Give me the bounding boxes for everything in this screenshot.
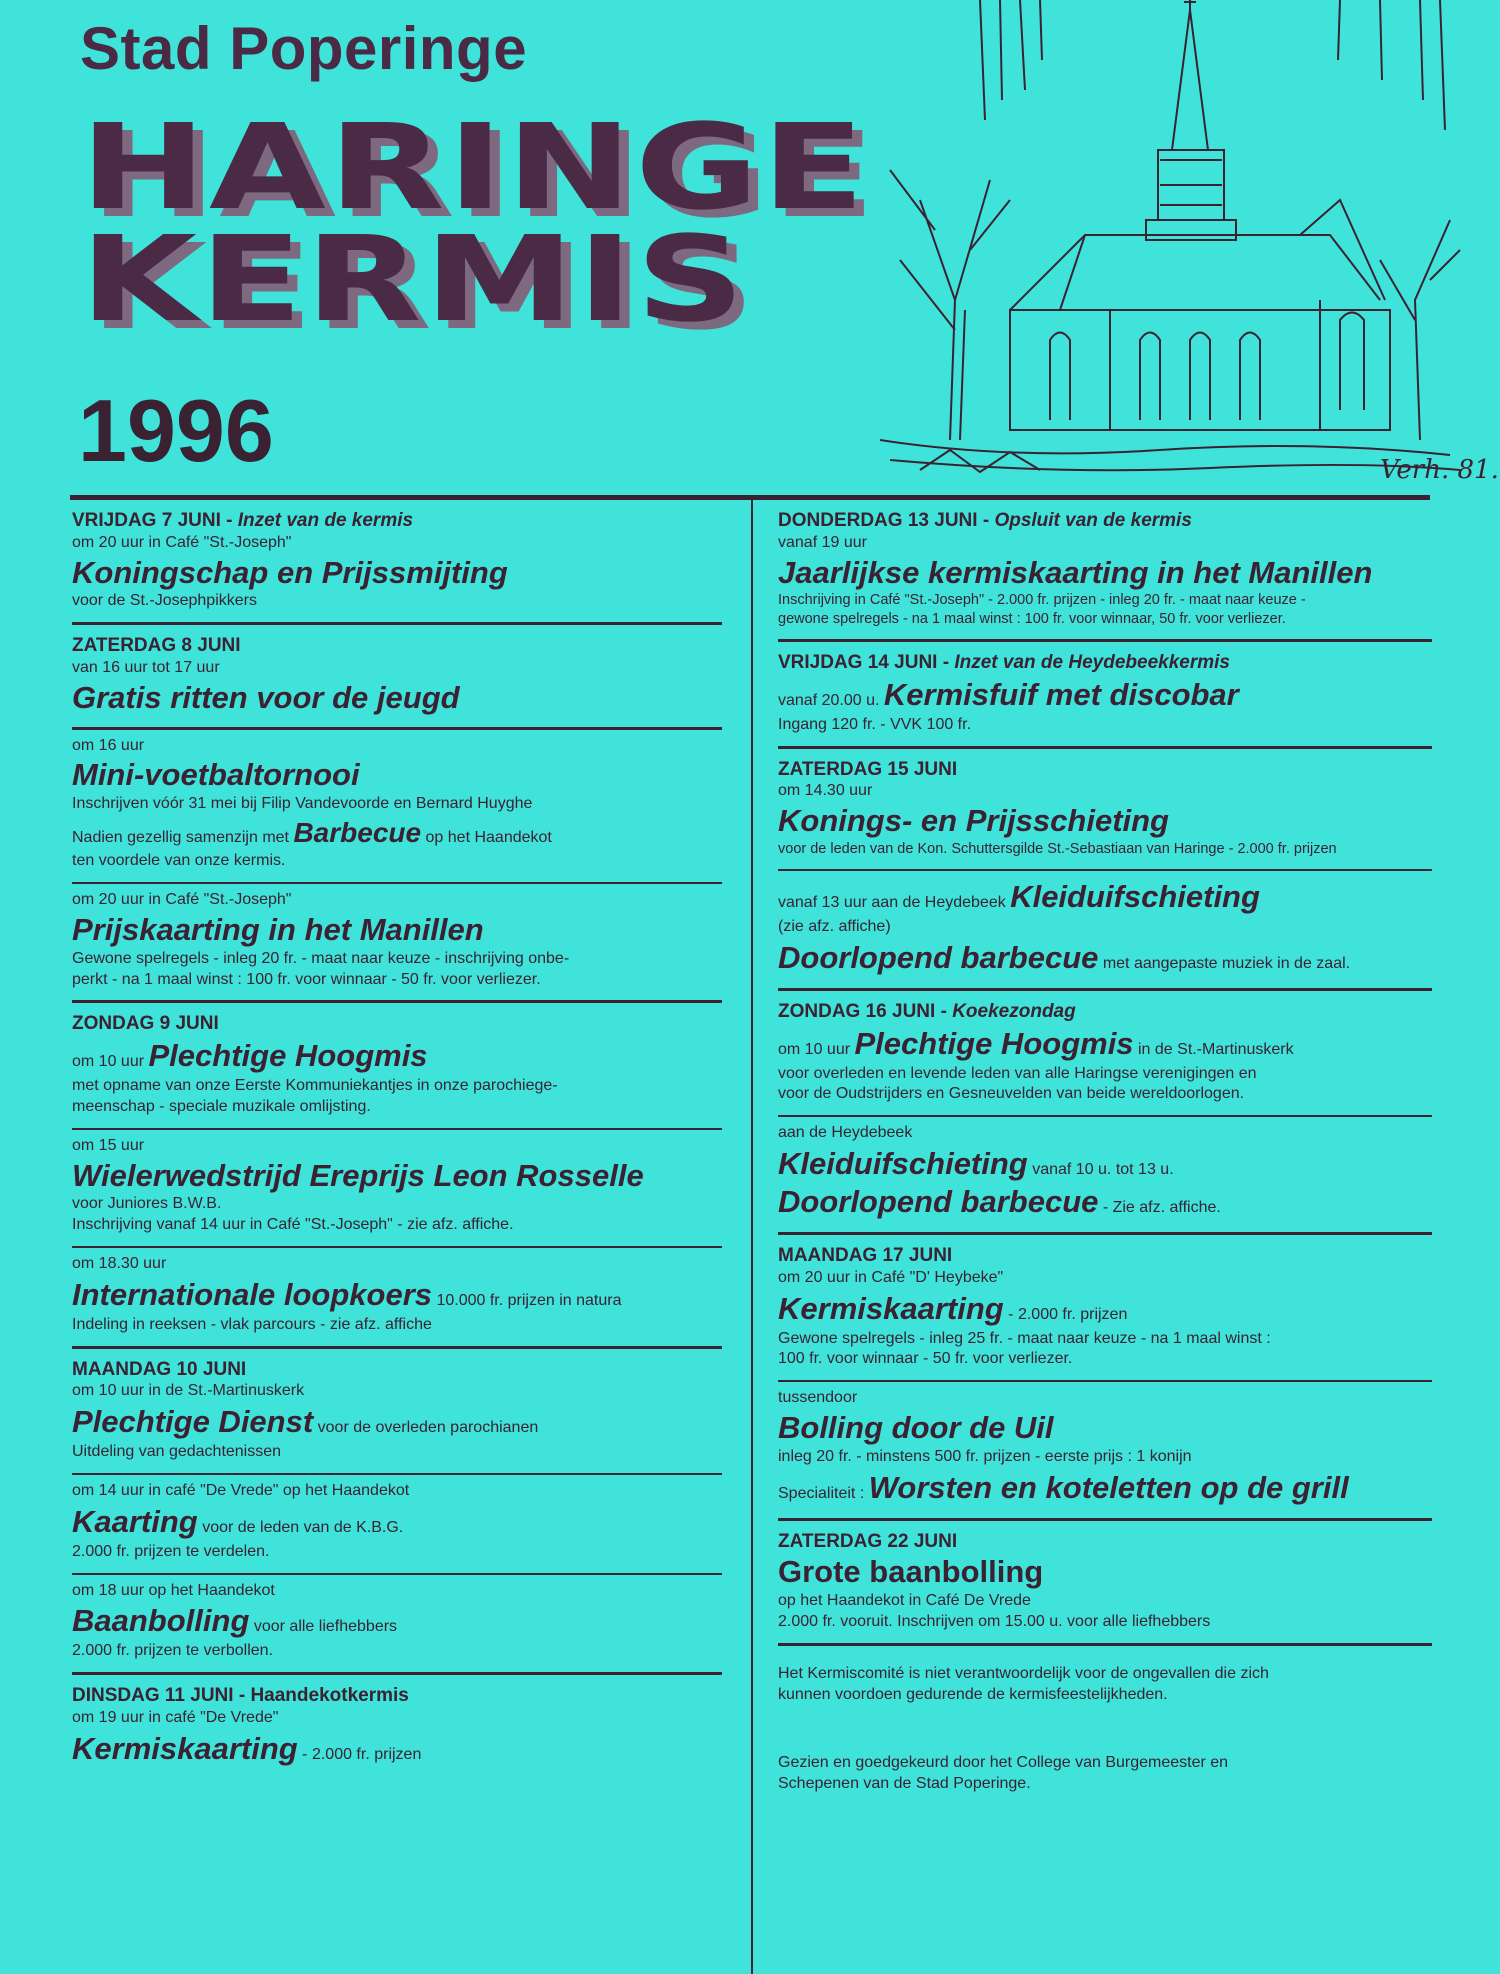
event-block <box>778 1235 1432 1382</box>
event-block <box>778 500 1432 642</box>
event-time: tussendoor <box>778 1389 858 1407</box>
disclaimer-text: kunnen voordoen gedurende de kermisfeestelijkheden. <box>778 1685 1168 1703</box>
event-time: om 10 uur <box>72 1053 145 1071</box>
day-label: DONDERDAG 13 JUNI <box>778 510 978 531</box>
event-block <box>72 1130 722 1248</box>
event-detail: meenschap - speciale muzikale omlijsting. <box>72 1098 371 1115</box>
day-subtitle: Haandekotkermis <box>250 1685 409 1707</box>
event-title: Internationale loopkoers <box>72 1276 433 1312</box>
day-subtitle: Inzet van de Heydebeekkermis <box>954 652 1230 674</box>
event-title: Kermiskaarting <box>72 1730 298 1766</box>
city-name: Stad Poperinge <box>80 15 528 82</box>
event-time: om 20 uur in Café "St.-Joseph" <box>72 533 292 551</box>
event-detail: voor de leden van de Kon. Schuttersgilde St.-Sebastiaan van Haringe - 2.000 fr. prijzen <box>778 841 1337 858</box>
day-label: ZATERDAG 15 JUNI <box>778 758 958 780</box>
event-note: voor de leden van de K.B.G. <box>202 1518 404 1536</box>
event-block <box>778 1382 1432 1520</box>
event-title: Gratis ritten voor de jeugd <box>72 679 460 715</box>
event-detail: 2.000 fr. prijzen te verbollen. <box>72 1642 274 1660</box>
event-block <box>72 730 722 885</box>
event-row <box>72 1404 722 1440</box>
event-title: Kaarting <box>72 1503 198 1539</box>
sketch-signature: Verh. 81. <box>1380 455 1499 485</box>
event-detail: voor overleden en levende leden van alle Haringse verenigingen en <box>778 1064 1257 1082</box>
church-sketch-illustration <box>860 0 1499 490</box>
day-label: ZATERDAG 22 JUNI <box>778 1530 958 1552</box>
event-block <box>778 1521 1432 1646</box>
event-row <box>778 879 1432 915</box>
event-detail: Inschrijven vóór 31 mei bij Filip Vandevoorde en Bernard Huyghe <box>72 795 533 813</box>
event-title: Doorlopend barbecue <box>778 939 1099 975</box>
event-row <box>72 1603 722 1639</box>
event-detail: 100 fr. voor winnaar - 50 fr. voor verliezer. <box>778 1350 1073 1368</box>
right-column <box>778 500 1432 1805</box>
event-block <box>72 1349 722 1475</box>
event-time: vanaf 20.00 u. <box>778 691 880 709</box>
event-block <box>778 749 1432 871</box>
event-detail: Inschrijving in Café "St.-Joseph" - 2.000 fr. prijzen - inleg 20 fr. - maat naar keuze - <box>778 592 1306 609</box>
event-block <box>72 1675 722 1779</box>
day-label: VRIJDAG 7 JUNI <box>72 510 221 531</box>
event-time: om 18 uur op het Haandekot <box>72 1581 275 1599</box>
event-detail: perkt - na 1 maal winst : 100 fr. voor winnaar - 50 fr. voor verliezer. <box>72 970 541 988</box>
event-time: om 10 uur in de St.-Martinuskerk <box>72 1382 305 1400</box>
event-note: met aangepaste muziek in de zaal. <box>1102 954 1351 972</box>
event-note: 10.000 fr. prijzen in natura <box>436 1291 622 1309</box>
event-title: Konings- en Prijsschieting <box>778 803 1169 839</box>
event-time: om 14 uur in café "De Vrede" op het Haandekot <box>72 1481 410 1499</box>
event-day: VRIJDAG 14 JUNI - Inzet van de Heydebeekkermis <box>778 652 1230 674</box>
event-row <box>778 1146 1432 1182</box>
event-block <box>778 642 1432 749</box>
event-detail: gewone spelregels - na 1 maal winst : 100 fr. voor winnaar, 50 fr. voor verliezer. <box>778 611 1286 628</box>
event-row <box>72 1277 722 1313</box>
event-title: Jaarlijkse kermiskaarting in het Manillen <box>778 554 1373 590</box>
day-label: ZONDAG 9 JUNI <box>72 1013 219 1035</box>
event-note: vanaf 10 u. tot 13 u. <box>1032 1160 1174 1178</box>
event-note: Specialiteit : <box>778 1484 865 1502</box>
event-title: Bolling door de Uil <box>778 1409 1054 1445</box>
event-row <box>778 677 1432 713</box>
left-column <box>72 500 722 1779</box>
event-block <box>72 1475 722 1575</box>
detail-text: Nadien gezellig samenzijn met <box>72 829 289 847</box>
day-label: MAANDAG 17 JUNI <box>778 1244 953 1266</box>
event-row <box>778 1470 1432 1506</box>
event-note: in de St.-Martinuskerk <box>1138 1040 1294 1058</box>
day-label: VRIJDAG 14 JUNI <box>778 652 938 674</box>
event-block <box>72 884 722 1003</box>
event-block <box>778 991 1432 1117</box>
title-line-1: HARINGE <box>80 98 868 236</box>
event-row <box>72 1731 722 1767</box>
event-row <box>778 940 1432 976</box>
day-label: MAANDAG 10 JUNI <box>72 1358 247 1380</box>
event-day: VRIJDAG 7 JUNI - Inzet van de kermis <box>72 510 414 531</box>
event-title: Kleiduifschieting <box>778 1145 1028 1181</box>
event-row <box>72 1038 722 1074</box>
event-detail: 2.000 fr. vooruit. Inschrijven om 15.00 u. voor alle liefhebbers <box>778 1612 1211 1630</box>
event-detail: Gewone spelregels - inleg 20 fr. - maat naar keuze - inschrijving onbe- <box>72 949 570 967</box>
event-detail: 2.000 fr. prijzen te verdelen. <box>72 1542 270 1560</box>
event-block <box>778 871 1432 991</box>
event-detail: Ingang 120 fr. - VVK 100 fr. <box>778 715 972 733</box>
event-row <box>778 1026 1432 1062</box>
event-row <box>778 1184 1432 1220</box>
event-note: - Zie afz. affiche. <box>1102 1198 1221 1216</box>
event-time: om 10 uur <box>778 1040 851 1058</box>
detail-text: op het Haandekot <box>425 829 552 847</box>
event-block <box>72 1575 722 1676</box>
event-title: Kleiduifschieting <box>1010 878 1260 914</box>
event-block <box>72 625 722 729</box>
event-detail: inleg 20 fr. - minstens 500 fr. prijzen - eerste prijs : 1 konijn <box>778 1447 1192 1465</box>
event-title: Prijskaarting in het Manillen <box>72 912 484 947</box>
event-day: ZONDAG 16 JUNI - Koekezondag <box>778 1000 1076 1022</box>
disclaimer-block <box>778 1646 1432 1716</box>
event-title: Plechtige Hoogmis <box>148 1038 428 1074</box>
event-title: Wielerwedstrijd Ereprijs Leon Rosselle <box>72 1157 644 1193</box>
day-subtitle: Koekezondag <box>952 1000 1076 1022</box>
event-day: DINSDAG 11 JUNI - Haandekotkermis <box>72 1685 409 1707</box>
event-note: voor de St.-Josephpikkers <box>72 592 257 610</box>
event-detail <box>72 815 722 851</box>
event-row <box>778 1291 1432 1327</box>
approval-block <box>778 1715 1432 1805</box>
event-time: van 16 uur tot 17 uur <box>72 659 220 676</box>
event-title: Kermisfuif met discobar <box>883 676 1239 712</box>
event-detail: Gewone spelregels - inleg 25 fr. - maat naar keuze - na 1 maal winst : <box>778 1329 1271 1347</box>
disclaimer-text: Het Kermiscomité is niet verantwoordelijk voor de ongevallen die zich <box>778 1664 1269 1682</box>
event-block <box>778 1117 1432 1235</box>
event-time: vanaf 19 uur <box>778 533 867 551</box>
event-title: Koningschap en Prijssmijting <box>72 554 508 590</box>
event-title: Plechtige Dienst <box>72 1404 314 1440</box>
day-label: DINSDAG 11 JUNI <box>72 1685 234 1707</box>
event-note: - 2.000 fr. prijzen <box>1008 1305 1128 1323</box>
title-line-2: KERMIS <box>80 210 748 348</box>
event-detail: Indeling in reeksen - vlak parcours - zie afz. affiche <box>72 1315 432 1333</box>
event-time: om 19 uur in café "De Vrede" <box>72 1708 279 1726</box>
event-note: voor de overleden parochianen <box>317 1419 539 1437</box>
event-detail: voor Juniores B.W.B. <box>72 1195 222 1213</box>
event-title: Plechtige Hoogmis <box>854 1025 1134 1061</box>
day-subtitle: Opsluit van de kermis <box>994 510 1192 531</box>
event-title: Worsten en koteletten op de grill <box>868 1469 1349 1505</box>
approval-text: Schepenen van de Stad Poperinge. <box>778 1775 1031 1793</box>
event-title: Doorlopend barbecue <box>778 1183 1099 1219</box>
event-block <box>72 500 722 625</box>
year: 1996 <box>78 381 274 480</box>
approval-text: Gezien en goedgekeurd door het College van Burgemeester en <box>778 1754 1229 1772</box>
event-detail: voor de Oudstrijders en Gesneuvelden van beide wereldoorlogen. <box>778 1085 1245 1103</box>
event-note: voor alle liefhebbers <box>253 1618 398 1636</box>
event-time: aan de Heydebeek <box>778 1124 913 1142</box>
event-detail: Inschrijving vanaf 14 uur in Café "St.-Joseph" - zie afz. affiche. <box>72 1216 514 1234</box>
event-time: om 14.30 uur <box>778 782 873 800</box>
event-time: om 20 uur in Café "St.-Joseph" <box>72 891 292 909</box>
event-title: Baanbolling <box>72 1603 250 1639</box>
column-divider <box>751 500 753 1974</box>
event-highlight: Barbecue <box>293 817 422 849</box>
event-block <box>72 1248 722 1349</box>
event-title: Mini-voetbaltornooi <box>72 757 360 793</box>
event-block <box>72 1003 722 1129</box>
event-day: DONDERDAG 13 JUNI - Opsluit van de kermis <box>778 510 1192 531</box>
day-label: ZONDAG 16 JUNI <box>778 1000 936 1022</box>
event-time: om 20 uur in Café "D' Heybeke" <box>778 1268 1004 1286</box>
event-detail: (zie afz. affiche) <box>778 917 891 935</box>
event-detail: ten voordele van onze kermis. <box>72 852 286 870</box>
event-time: vanaf 13 uur aan de Heydebeek <box>778 893 1006 911</box>
event-title: Grote baanbolling <box>778 1554 1044 1590</box>
event-title: Kermiskaarting <box>778 1290 1004 1326</box>
day-subtitle: Inzet van de kermis <box>237 510 414 531</box>
event-detail: Uitdeling van gedachtenissen <box>72 1443 282 1461</box>
event-time: om 18.30 uur <box>72 1255 167 1272</box>
day-label: ZATERDAG 8 JUNI <box>72 635 241 657</box>
event-time: om 15 uur <box>72 1136 145 1154</box>
event-time: om 16 uur <box>72 736 145 754</box>
event-note: - 2.000 fr. prijzen <box>302 1745 422 1763</box>
event-row <box>72 1504 722 1540</box>
event-detail: op het Haandekot in Café De Vrede <box>778 1592 1031 1610</box>
event-detail: met opname van onze Eerste Kommuniekantjes in onze parochiege- <box>72 1077 558 1095</box>
